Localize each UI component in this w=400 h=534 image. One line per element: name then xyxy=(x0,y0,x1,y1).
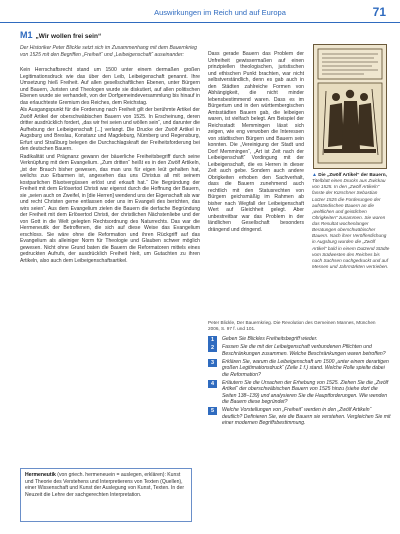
paragraph: Als Ausgangspunkt für die Forderung nach Freiheit gilt der berühmte Artikel der Zwölf Artikel der oberschwäbischen Bauern von 1525. In Erscheinung, deren dritter ausdrücklich fordert, „das wir frei seien und wöllen sein“, und darunter die Aufhebung der Leibeigenschaft [...] verlangt. Die Drucke der Zwölf Artikel in Augsburg und Breslau, Konstanz und Magdeburg, Nürnberg und Regensburg, Erfurt und Straßburg belegen die Durchschlagskraft der Freiheitsforderung bei den deutschen Bauern. xyxy=(20,107,200,153)
task-item xyxy=(208,344,392,357)
task-number: 1 xyxy=(208,336,217,344)
task-text: Fassen Sie die mit der Leibeigenschaft verbundenen Pflichten und Beschränkungen zusammen. Welche Beschränkungen waren betroffen? xyxy=(222,344,386,357)
task-number: 3 xyxy=(208,359,217,367)
image-caption xyxy=(312,172,390,270)
task-text: Erklären Sie, warum die Leibeigenschaft um 1500 „unter einem derartigen großen Legitimationsdruck“ (Zeile 1 f.) stand. Welche Rolle spielte dabei die Reformation? xyxy=(222,358,389,378)
material-heading xyxy=(20,30,101,40)
task-item xyxy=(208,380,392,406)
glossary-term: Hermeneutik xyxy=(25,472,56,478)
material-label: M1 xyxy=(20,30,33,40)
paragraph: Radikalität und Prägnanz gewann der bäuerliche Freiheitsbegriff durch seine Verknüpfung mit dem Evangelium. „Zum dritten“ heißt es in den Zwölf Artikeln, „ist der Brauch bisher gewesen, das man uns für eigen leüt gehalten hat, welichs zuo Erbarmen ist, angesehen das uns Christus all mit seinem kostparlichen Bluotvergüssen erlöst und erkauft hat.“ Die Begründung der Freiheit mit dem Erlösertod Christi war eigenst durch die Hoffnung der Bauern, sie „seien auch on Zweifel, in [die Herren] wendend uns der Eigenschaft als war und recht Christen gerne entlassen oder uns im Evangeli des berichten, das wirs seien“. Aus dem Evangelium zielen die Bauern die derfache Begründung der Freiheit mit dem Erlösertod Christi, der christlichen Nächstenliebe und der von Gott in die Welt gelegten Rechtsordnung des Naturrechts. Das war die Hermeneutik der Betroffenen, die sich auf diese Weise das Evangelium erschloss. Sie wäre ohne die Reformation und ihren Rückgriff auf das Evangelium als alleiniger Norm für Theologie und Glauben schwer möglich gewesen. Nicht ohne Grund baten die Bauern die Reformatoren mittels eines gedruckten Aufrufs, der ausdrücklich Freiheit hielt, um Gutachten zu ihren Artikeln, also auch dem Leibeigenschaftsartikel. xyxy=(20,153,200,264)
task-number: 5 xyxy=(208,407,217,415)
task-item xyxy=(208,359,392,379)
material-title: „Wir wollen frei sein“ xyxy=(35,33,102,40)
task-item xyxy=(208,336,392,343)
task-number: 4 xyxy=(208,380,217,388)
caption-title: Die „Zwölf Artikel“ der Bauern, xyxy=(318,172,387,177)
glossary-text: (von griech. hermeneuein = auslegen, erklären): Kunst und Theorie des Verstehens und Interpretierens von Texten (Quellen), einer Wissenschaft und Kunst der Auslegung von Kunst, Texten. In der Neuzeit die Lehre der sachgerechten Interpretation. xyxy=(25,472,185,498)
caption-text: Titelblatt eines Drucks aus Zwickau von 1525. In den „Zwölf Artikeln“ fasste der Kürschner Sebastian Lotzer 1525 die Forderungen der aufständischen Bauern an die „weltlichen und geistlichen Obrigkeiten“ zusammen. Sie waren das Resultat wochenlanger Beratungen oberschwäbischer Bauern. Nach ihrer Veröffentlichung in Augsburg wurden die „Zwölf Artikel“ bald in einem Dutzend Städte vom Südwesten des Reiches bis nach Sachsen nachgedruckt und auf Messen und Jahrmärkten vertrieben. xyxy=(312,178,390,269)
woodcut-title-illustration xyxy=(313,44,387,169)
source-text-column-2 xyxy=(208,51,304,234)
task-number: 2 xyxy=(208,344,217,352)
source-citation: Peter Blickle, Der Bauernkrieg. Die Revolution des Gemeinen Mannes, München 2006, S. 97 f. und 101. xyxy=(208,320,376,332)
chapter-title: Auswirkungen im Reich und auf Europa xyxy=(154,8,286,17)
page-header xyxy=(0,0,400,23)
task-text: Erläutern Sie die Ursachen der Erhebung von 1525. Ziehen Sie die „Zwölf Artikel“ der oberschwäbischen Bauern von 1525 hinzu (siehe dort die Seiten 138–139) und analysieren Sie die Hauptforderungen. Wie wenden die Bauern diese begründet? xyxy=(222,379,389,406)
task-text: Welche Vorstellungen von „Freiheit“ werden in den „Zwölf Artikeln“ deutlich? Definieren Sie, wie die Bauern sie verstehen. Vergleichen Sie mit einer modernen Begriffsbestimmung. xyxy=(222,407,391,427)
page-number: 71 xyxy=(372,5,386,19)
task-list xyxy=(208,336,392,428)
material-intro: Der Historiker Peter Blickle setzt sich im Zusammenhang mit dem Bauernkrieg von 1525 mit den Begriffen „Freiheit“ und „Leibeigenschaft“ auseinander: xyxy=(20,45,197,58)
triangle-icon: ▲ xyxy=(312,172,317,178)
source-text-column-1 xyxy=(20,67,200,265)
paragraph: Kein Herrschaftsrecht stand um 1500 unter einem dermaßen großen Legitimationsdruck wie das über den Leib, Leibeigenschaft genannt. Ihre Umsetzung hieß Freiheit. Auf allen gesellschaftlichen Ebenen, unter Bürgern und Bauern, Juristen und Theologen wurde sie diskutiert, auf allen politischen Ebenen wurde sie verhandelt, von der Dorfgemeindeversammlung bis hinauf in das erlauchteste Gremium des Reiches, dem Reichstag. xyxy=(20,67,200,106)
glossary-box xyxy=(20,468,192,522)
paragraph: Dass gerade Bauern das Problem der Unfreiheit gewissermaßen auf einen prinzipiellen theologischen, juristischen und ethischen Punkt brachten, war nicht selbstverständlich, denn es gab auch in den Städten zahlreiche Formen von Abhängigkeit, die nicht minder lebensbestimmend waren. Dass es im Bürgertum und in den württembergischen Amtsstädten Bauern gab, die leibeigen waren, ist vielfach belegt. Am Beispiel der Reichsstadt Memmingen lässt sich zeigen, wie eng verwoben die Interessen von städtischen Bürgern und Bauern sein konnten. Die „Vereinigung der Stadt und Dorf Memmingen“, „Art ist Zeit nach der Leibeigenschaft“ Vordingung mit der Leibeigenschaft, die es Herren in dieser Zeit auch gebe. Sondern auch andere Obrigkeiten erhoben den Sachverhalt, dass die Bauern zunehmend auch rechtlich mit den Statusrechten von Bürgern geichsmäßig im Rahmen ab bisher nach Wegfall der Leibeigenschaft Wert auf Gleichheit gelegt. Aber unbestreitbar war das Problem in der ländlichen Gesellschaft besonders drängend und dringend. xyxy=(208,51,304,233)
task-item xyxy=(208,407,392,427)
task-text: Geben Sie Blickles Freiheitsbegriff wieder. xyxy=(222,336,318,342)
